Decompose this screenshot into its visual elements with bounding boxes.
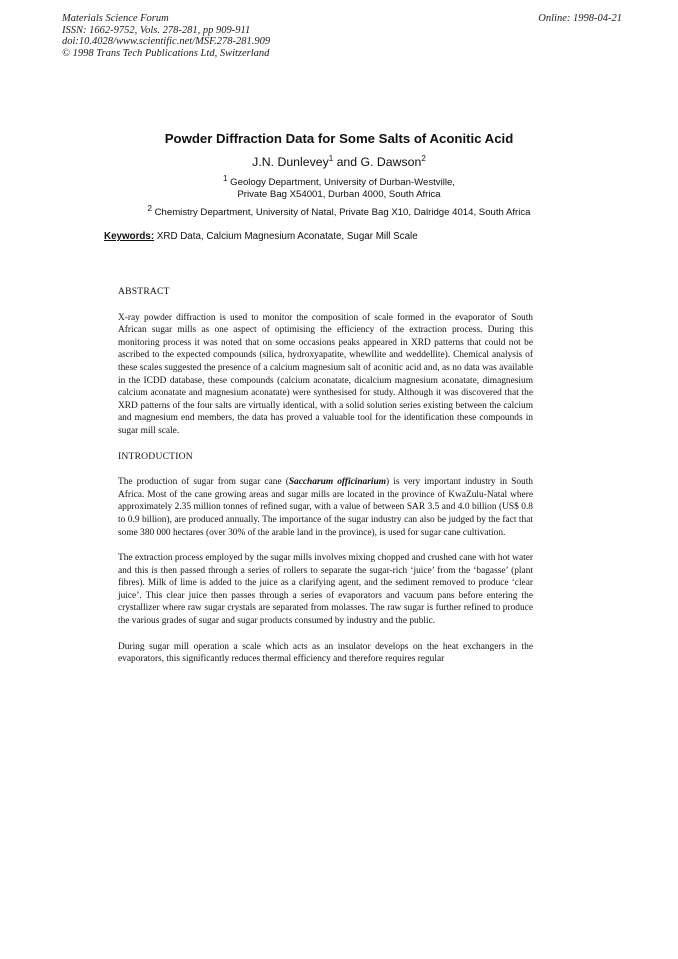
keywords-label: Keywords:: [104, 231, 155, 242]
affiliation-2: [0, 203, 678, 218]
affiliation-line: Private Bag X54001, Durban 4000, South Africa: [237, 188, 441, 200]
journal-name: Materials Science Forum: [62, 13, 169, 24]
intro-paragraph-1: [118, 476, 533, 539]
abstract-paragraph: X-ray powder diffraction is used to monitor the composition of scale formed in the evaporator of South African sugar mills as one aspect of optimising the efficiency of the extraction process. During this monitoring process it was noted that on some occasions peaks appeared in XRD patterns that could not be ascribed to the expected compounds (silica, hydroxyapatite, whewllite and weddellite). Chemical analysis of these scales suggested the presence of a calcium magnesium salt of aconitic acid and, as no data was available in the ICDD database, these compounds (calcium aconatate, dicalcium magnesium aconatate, dimagnesium calcium aconatate and magnesium aconatate) were synthesised for study. Although it was discovered that the XRD patterns of the four salts are virtually identical, with a solid solution series existing between the calcium and magnesium end members, the data has proved a valuable tool for the identification these compounds in sugar mill scale.: [118, 312, 533, 436]
copyright-line: © 1998 Trans Tech Publications Ltd, Switzerland: [62, 47, 270, 59]
section-heading-introduction: INTRODUCTION: [118, 450, 193, 462]
keywords-text: XRD Data, Calcium Magnesium Aconatate, Sugar Mill Scale: [156, 231, 418, 242]
author-name: J.N. Dunlevey: [252, 155, 329, 169]
author-name: G. Dawson: [360, 155, 422, 169]
affiliation-marker: 2: [421, 153, 426, 163]
paper-title: Powder Diffraction Data for Some Salts of Aconitic Acid: [164, 131, 514, 146]
online-date: Online: 1998-04-21: [538, 13, 622, 24]
paper-body: [118, 286, 533, 679]
paragraph-text: The production of sugar from sugar cane (: [118, 477, 289, 488]
intro-paragraph-3: During sugar mill operation a scale which acts as an insulator develops on the heat exchangers in the evaporators, this significantly reduces thermal efficiency and therefore requires regular: [118, 641, 533, 665]
author-line: [0, 155, 678, 169]
affiliation-1: [0, 173, 678, 200]
affiliation-number: 2: [147, 203, 152, 213]
intro-paragraph-2: The extraction process employed by the sugar mills involves mixing chopped and crushed cane with hot water and this is then passed through a series of rollers to separate the sugar-rich ‘juice’ from the ‘bagasse’ (plant fibres). Milk of lime is added to the juice as a clarifying agent, and the sediment removed to produce ‘clear juice’. This clear juice then passes through a series of evaporators and vacuum pans before entering the crystallizer where raw sugar crystals are separated from molasses. The raw sugar is further refined to produce the various grades of sugar and sugar products consumed by industry and the public.: [118, 553, 533, 627]
affiliation-number: 1: [223, 173, 228, 183]
issn-line: ISSN: 1662-9752, Vols. 278-281, pp 909-911: [62, 24, 251, 36]
species-name: Saccharum officinarium: [288, 477, 386, 488]
keywords: [104, 231, 418, 242]
affiliation-line: Geology Department, University of Durban-Westville,: [230, 177, 455, 188]
author-connector: and: [333, 155, 361, 169]
paragraph-text: ) is very important industry in South Africa. Most of the cane growing areas and sugar mills are located in the province of KwaZulu-Natal where approximately 2.35 million tonnes of refined sugar, with a value of between SAR 3.5 and 4.0 billion (US$ 0.8 to 0.9 billion), are produced annually. The importance of the sugar industry can also be judged by the fact that some 380 000 hectares (over 30% of the arable land in the province), is used for sugar cane cultivation.: [118, 477, 533, 538]
affiliation-line: Chemistry Department, University of Natal, Private Bag X10, Dalridge 4014, South Africa: [154, 207, 531, 218]
doi-line[interactable]: doi:10.4028/www.scientific.net/MSF.278-281.909: [62, 36, 271, 48]
affiliation-marker: 1: [328, 153, 334, 163]
section-heading-abstract: ABSTRACT: [118, 286, 170, 297]
journal-header: [62, 13, 382, 59]
